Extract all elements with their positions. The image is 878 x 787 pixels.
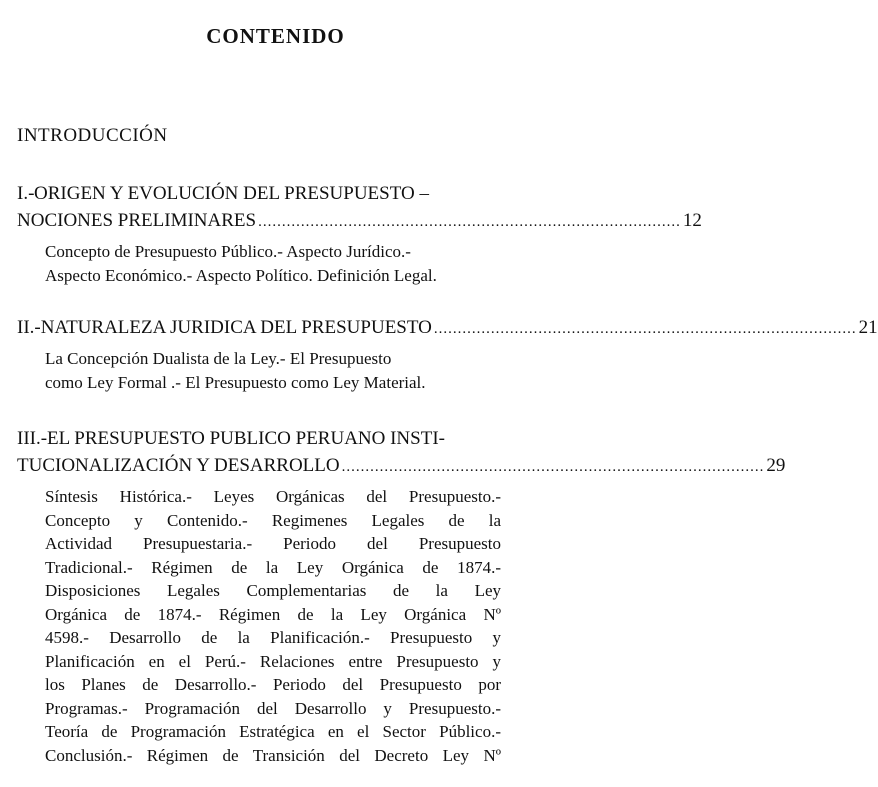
section-heading-line <box>17 180 514 207</box>
section-body <box>45 485 501 767</box>
body-line: Concepto y Contenido.- Regimenes Legales de la <box>45 510 501 530</box>
body-line: Programas.- Programación del Desarrollo y Presupuesto.- <box>45 698 501 718</box>
toc-section-2 <box>17 314 878 394</box>
body-line: Aspecto Económico.- Aspecto Político. Definición Legal. <box>45 265 437 285</box>
body-line: Tradicional.- Régimen de la Ley Orgánica de 1874.- <box>45 557 501 577</box>
body-line: 4598.- Desarrollo de la Planificación.- Presupuesto y <box>45 628 501 647</box>
section-body <box>45 240 501 287</box>
toc-introduction: INTRODUCCIÓN <box>17 125 168 146</box>
body-line: Disposiciones Legales Complementarias de la Ley <box>45 581 501 600</box>
section-heading: EL PRESUPUESTO PUBLICO PERUANO INSTI- <box>47 428 445 449</box>
section-heading-line <box>17 452 786 481</box>
section-heading-continued: NOCIONES PRELIMINARES <box>17 210 257 231</box>
page-title: CONTENIDO <box>206 24 345 48</box>
leader-dots: ......................................................................................... <box>433 321 857 337</box>
section-page-number: 29 <box>766 455 786 476</box>
leader-dots: ......................................................................................... <box>258 214 681 230</box>
section-page-number: 12 <box>682 210 702 231</box>
section-heading-line <box>17 314 878 343</box>
body-line: Síntesis Histórica.- Leyes Orgánicas del Presupuesto.- <box>45 487 501 506</box>
section-number: II.- <box>17 317 41 338</box>
body-line: Concepto de Presupuesto Público.- Aspecto Jurídico.- <box>45 242 411 261</box>
section-heading-line <box>17 425 514 452</box>
body-line: Conclusión.- Régimen de Transición del Decreto Ley Nº <box>45 745 501 765</box>
body-line: Teoría de Programación Estratégica en el Sector Público.- <box>45 722 501 741</box>
toc-section-1 <box>17 180 702 287</box>
body-line: Actividad Presupuestaria.- Periodo del Presupuesto <box>45 534 501 553</box>
section-number: III.- <box>17 428 48 449</box>
section-heading-continued: TUCIONALIZACIÓN Y DESARROLLO <box>17 455 340 476</box>
section-page-number: 21 <box>858 317 878 338</box>
section-heading: NATURALEZA JURIDICA DEL PRESUPUESTO <box>40 317 432 338</box>
body-line: La Concepción Dualista de la Ley.- El Presupuesto <box>45 349 392 368</box>
section-heading: ORIGEN Y EVOLUCIÓN DEL PRESUPUESTO – <box>34 183 429 204</box>
body-line: como Ley Formal .- El Presupuesto como Ley Material. <box>45 372 426 392</box>
section-number: I.- <box>17 183 35 204</box>
leader-dots: ......................................................................................... <box>341 459 765 475</box>
body-line: Planificación en el Perú.- Relaciones entre Presupuesto y <box>45 651 501 671</box>
body-line: los Planes de Desarrollo.- Periodo del Presupuesto por <box>45 675 501 694</box>
body-line: Orgánica de 1874.- Régimen de la Ley Orgánica Nº <box>45 604 501 624</box>
toc-section-3 <box>17 425 786 767</box>
section-heading-line <box>17 207 702 236</box>
section-body <box>45 347 501 394</box>
